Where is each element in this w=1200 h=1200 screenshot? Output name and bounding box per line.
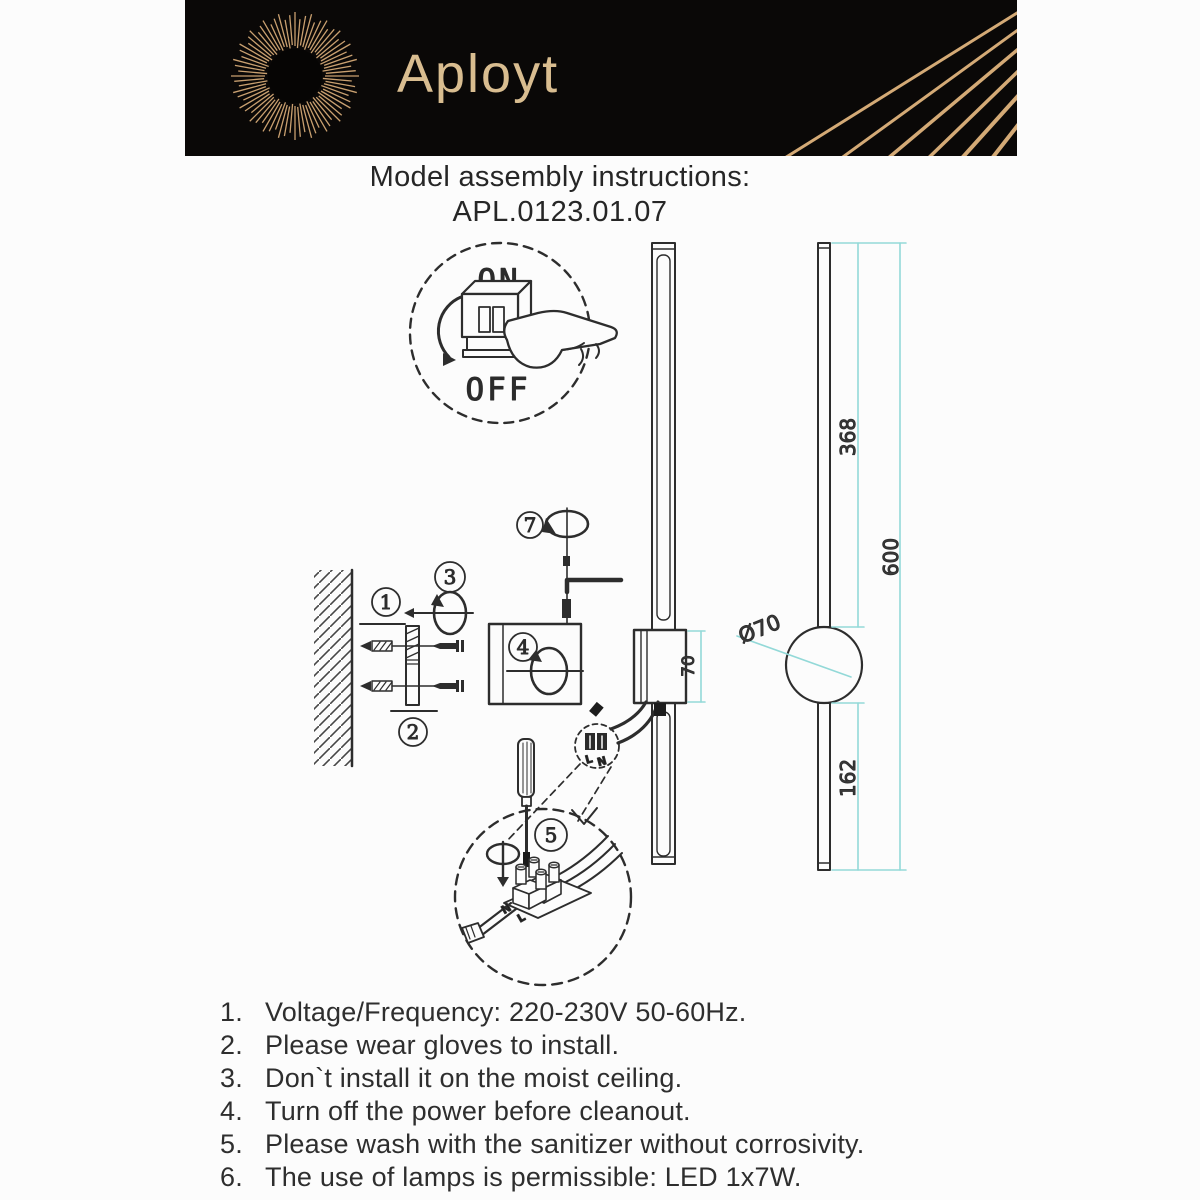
wire-l-label: L [583,752,594,767]
rotate-arrow-7-icon [542,511,588,537]
list-item [220,996,1010,1029]
step-3-label: 3 [443,565,457,589]
item-text: The use of lamps is permissible: LED 1x7W. [265,1162,802,1192]
instructions-list [220,996,1010,1194]
item-number: 4. [220,1096,243,1126]
rod-install-detail [517,508,621,624]
bracket-height-dim: 70 [679,655,699,677]
list-item [220,1095,1010,1128]
diameter-dim: Ø70 [735,609,785,649]
item-number: 3. [220,1063,243,1093]
item-text: Please wash with the sanitizer without corrosivity. [265,1129,865,1159]
upper-length-dim: 368 [836,417,860,457]
model-number: APL.0123.01.07 [452,196,668,228]
page-title: Model assembly instructions: [369,161,751,193]
terminal-block-callout [575,724,619,769]
mounting-plate [406,626,419,705]
flip-arrow-icon [438,297,461,366]
item-number: 5. [220,1129,243,1159]
screwdriver-icon [518,739,534,867]
wire-n-label: N [499,901,514,917]
rotate-arrow-5-icon [487,842,519,887]
step-1-label: 1 [379,590,393,614]
step-7-label: 7 [523,513,537,537]
switch-detail [410,243,617,423]
wire-n-label: N [595,754,609,769]
step-4-label: 4 [516,635,530,659]
wire [611,702,646,729]
brand-wordmark: Aployt [397,44,560,104]
lamp-ball [786,627,862,703]
step-2-label: 2 [406,720,420,744]
wiring-detail [455,808,631,985]
canopy-box-detail [489,624,583,704]
total-length-dim: 600 [879,537,903,577]
lamp-rod [567,580,621,592]
list-item [220,1062,1010,1095]
item-text: Please wear gloves to install. [265,1030,620,1060]
list-item [220,1029,1010,1062]
wire-l-label: L [514,910,528,926]
item-text: Turn off the power before cleanout. [265,1096,691,1126]
wall-mount-detail [314,562,473,766]
item-text: Don`t install it on the moist ceiling. [265,1063,683,1093]
list-item [220,1128,1010,1161]
lower-length-dim: 162 [836,758,860,798]
item-number: 1. [220,997,243,1027]
switch-off-label: OFF [465,372,531,408]
item-number: 2. [220,1030,243,1060]
item-number: 6. [220,1162,243,1192]
wall-hatch [314,570,352,766]
step-5-label: 5 [544,823,558,847]
item-text: Voltage/Frequency: 220-230V 50-60Hz. [265,997,747,1027]
hand-icon [504,311,617,368]
lamp-front-view [735,243,906,870]
list-item [220,1161,1010,1194]
